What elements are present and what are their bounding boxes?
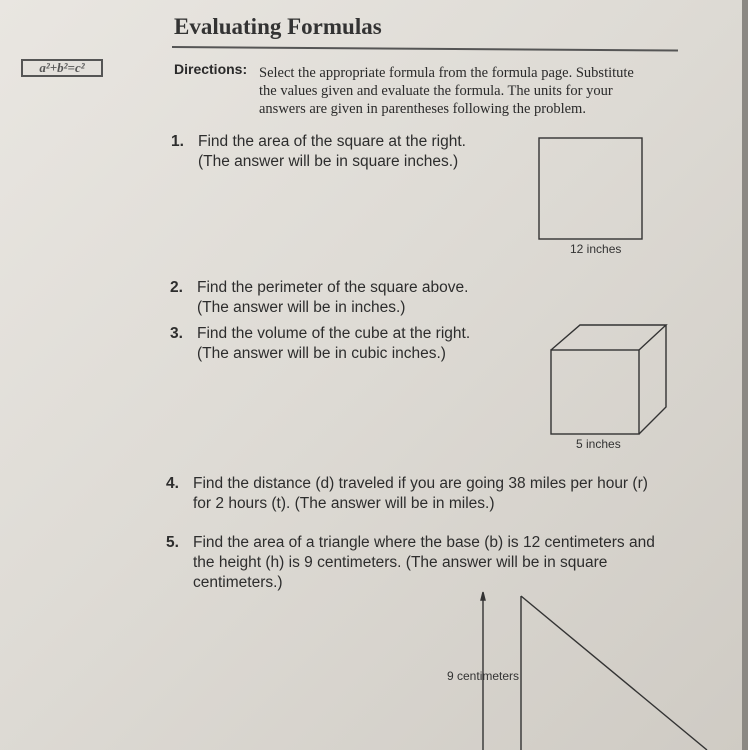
question-line: Find the area of the square at the right.: [198, 133, 466, 150]
question-number: 5.: [166, 534, 179, 551]
directions-line: Select the appropriate formula from the formula page. Substitute: [259, 65, 634, 81]
question-line: (The answer will be in inches.): [197, 299, 406, 316]
question-line: Find the area of a triangle where the base (b) is 12 centimeters and: [193, 534, 655, 551]
question-line: Find the distance (d) traveled if you are going 38 miles per hour (r): [193, 475, 648, 492]
cube-side-label: 5 inches: [576, 437, 621, 451]
cube-figure: [551, 325, 666, 434]
directions-line: answers are given in parentheses following the problem.: [259, 101, 586, 117]
question-line: for 2 hours (t). (The answer will be in miles.): [193, 495, 495, 512]
question-line: the height (h) is 9 centimeters. (The answer will be in square: [193, 554, 608, 571]
square-figure: [539, 138, 642, 239]
triangle-height-label: 9 centimeters: [447, 669, 520, 683]
question-number: 4.: [166, 475, 179, 492]
question-line: Find the perimeter of the square above.: [197, 279, 469, 296]
question-line: centimeters.): [193, 574, 283, 591]
directions-label: Directions:: [174, 61, 248, 77]
question-number: 3.: [170, 325, 183, 342]
question-number: 2.: [170, 279, 183, 296]
pythagorean-badge: a²+b²=c²: [21, 59, 103, 77]
question-number: 1.: [171, 133, 184, 150]
question-line: (The answer will be in square inches.): [198, 153, 459, 170]
page-title: Evaluating Formulas: [174, 14, 382, 39]
question-line: Find the volume of the cube at the right.: [197, 325, 471, 342]
question-line: (The answer will be in cubic inches.): [197, 345, 446, 362]
directions-line: the values given and evaluate the formula. The units for your: [259, 83, 613, 99]
square-side-label: 12 inches: [570, 242, 622, 256]
